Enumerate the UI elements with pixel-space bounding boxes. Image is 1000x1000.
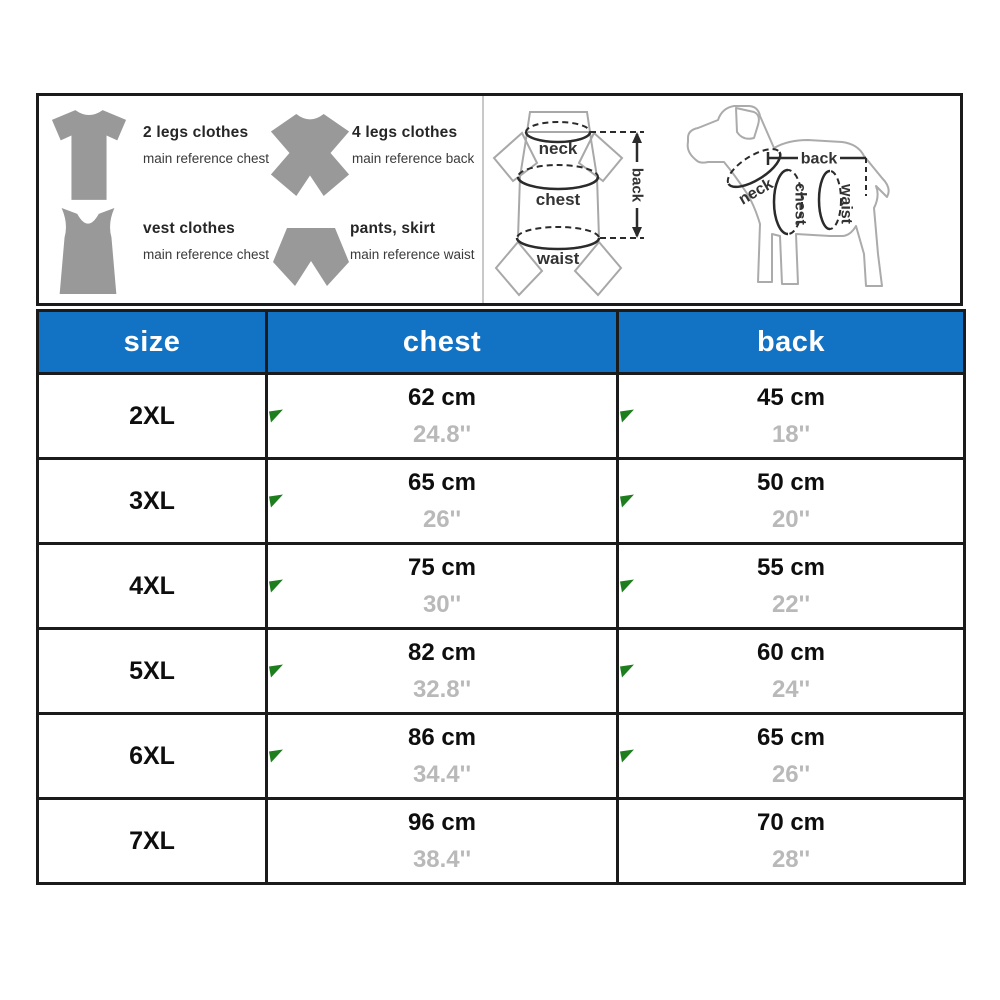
back-cm: 45 cm (756, 383, 826, 411)
guide-item-vest (143, 220, 269, 262)
back-cell (618, 799, 965, 884)
size-value: 5XL (38, 629, 267, 714)
back-inch: 22'' (771, 590, 811, 618)
size-value: 3XL (38, 459, 267, 544)
clothing-types-panel (39, 96, 484, 303)
chest-inch: 32.8'' (412, 675, 472, 703)
chest-cm: 96 cm (407, 808, 477, 836)
guide-item-subtitle: main reference waist (350, 247, 475, 262)
back-inch: 18'' (771, 420, 811, 448)
garment-back-label: back (628, 167, 646, 203)
dog-back-label: back (800, 150, 838, 168)
chest-cm: 62 cm (407, 383, 477, 411)
back-cm: 60 cm (756, 638, 826, 666)
back-cell (618, 459, 965, 544)
back-cm: 65 cm (756, 723, 826, 751)
guide-item-pants (350, 220, 475, 262)
guide-item-subtitle: main reference chest (143, 247, 270, 262)
cell-marker-icon (269, 410, 284, 423)
guide-item-subtitle: main reference chest (143, 151, 270, 166)
table-row (38, 544, 965, 629)
garment-neck-label: neck (538, 139, 578, 158)
guide-item-4legs (352, 124, 474, 166)
measurement-guide-section (36, 93, 963, 306)
chest-inch: 26'' (422, 505, 462, 533)
back-cm: 70 cm (756, 808, 826, 836)
table-header-row (38, 311, 965, 374)
tshirt-icon (50, 108, 128, 202)
cell-marker-icon (269, 665, 284, 678)
dog-waist-label: waist (837, 183, 855, 225)
chest-cell (267, 714, 618, 799)
cell-marker-icon (620, 580, 635, 593)
dog-neck-label: neck (735, 175, 777, 209)
back-inch: 26'' (771, 760, 811, 788)
cell-marker-icon (620, 410, 635, 423)
cell-marker-icon (269, 495, 284, 508)
vest-icon (55, 208, 121, 294)
chest-cm: 65 cm (407, 468, 477, 496)
chest-cell (267, 629, 618, 714)
size-value: 2XL (38, 374, 267, 459)
size-value: 4XL (38, 544, 267, 629)
dog-measurement-diagram (684, 104, 904, 299)
garment-measurement-diagram (490, 101, 665, 297)
guide-item-title: vest clothes (143, 220, 235, 237)
back-cell (618, 629, 965, 714)
cell-marker-icon (620, 665, 635, 678)
chest-cell (267, 544, 618, 629)
guide-item-subtitle: main reference back (352, 151, 475, 166)
table-row (38, 459, 965, 544)
chest-inch: 34.4'' (412, 760, 472, 788)
table-row (38, 714, 965, 799)
garment-chest-label: chest (535, 190, 581, 209)
guide-item-title: 4 legs clothes (352, 124, 458, 141)
back-inch: 24'' (771, 675, 811, 703)
table-row (38, 799, 965, 884)
guide-item-title: 2 legs clothes (143, 124, 249, 141)
table-row (38, 374, 965, 459)
pants-icon (273, 228, 349, 286)
cell-marker-icon (269, 750, 284, 763)
measurement-diagrams-panel (484, 96, 960, 303)
chest-inch: 30'' (422, 590, 462, 618)
back-cell (618, 374, 965, 459)
chest-cm: 86 cm (407, 723, 477, 751)
chest-inch: 24.8'' (412, 420, 472, 448)
header-chest: chest (267, 311, 618, 374)
back-inch: 20'' (771, 505, 811, 533)
back-cell (618, 714, 965, 799)
garment-waist-label: waist (536, 249, 580, 268)
size-table (36, 309, 966, 885)
size-value: 7XL (38, 799, 267, 884)
guide-item-2legs (143, 124, 269, 166)
chest-cell (267, 799, 618, 884)
dog-chest-label: chest (791, 183, 809, 225)
back-cm: 55 cm (756, 553, 826, 581)
four-legs-clothes-icon (268, 112, 352, 198)
back-inch: 28'' (771, 845, 811, 873)
chest-cm: 82 cm (407, 638, 477, 666)
chest-inch: 38.4'' (412, 845, 472, 873)
cell-marker-icon (620, 495, 635, 508)
header-back: back (618, 311, 965, 374)
chest-cell (267, 459, 618, 544)
chest-cm: 75 cm (407, 553, 477, 581)
back-cm: 50 cm (756, 468, 826, 496)
guide-item-title: pants, skirt (350, 220, 436, 237)
back-cell (618, 544, 965, 629)
cell-marker-icon (620, 750, 635, 763)
header-size: size (38, 311, 267, 374)
chest-cell (267, 374, 618, 459)
size-value: 6XL (38, 714, 267, 799)
table-row (38, 629, 965, 714)
cell-marker-icon (269, 580, 284, 593)
